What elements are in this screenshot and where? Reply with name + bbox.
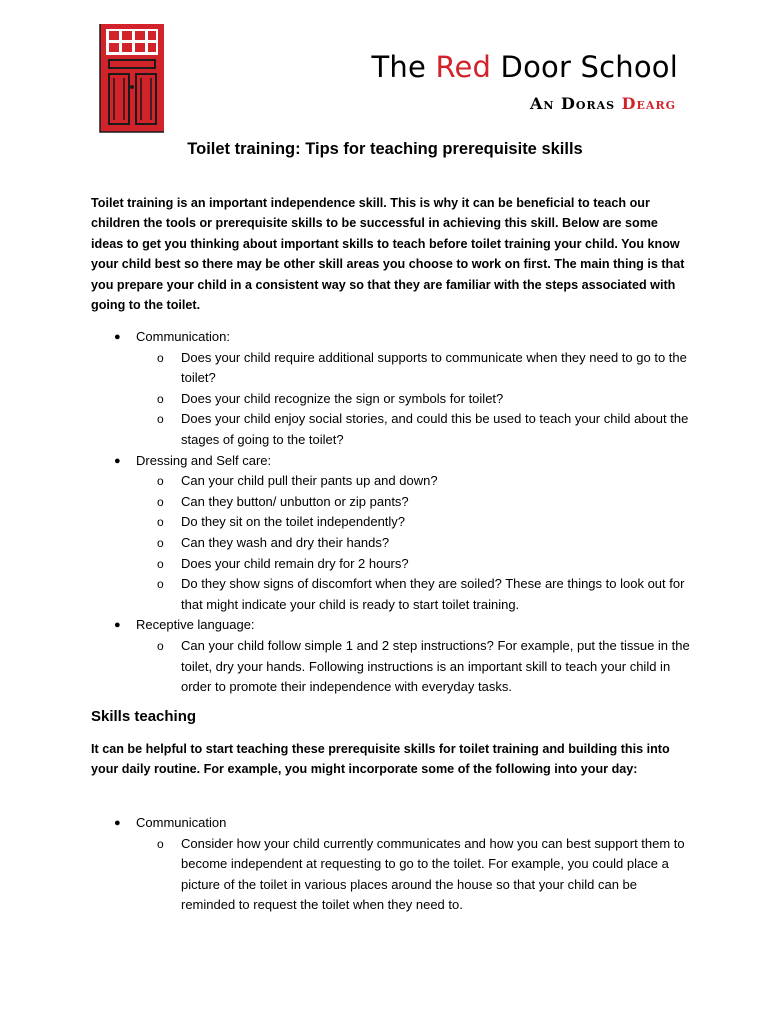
circle-bullet-icon: o bbox=[157, 556, 164, 571]
sub-list-item-text: Can your child follow simple 1 and 2 step instructions? For example, put the tissue in the toilet, dry your hands. Following instructions is an important skill to teach your child in order to promote their independence with everyday tasks. bbox=[181, 637, 690, 695]
sub-list-item bbox=[0, 389, 770, 410]
sub-list-item bbox=[0, 512, 770, 533]
school-name bbox=[371, 50, 678, 84]
list-item-label: Communication: bbox=[136, 329, 230, 344]
school-name-part: The bbox=[371, 50, 436, 84]
school-name-red-word: Red bbox=[435, 50, 492, 84]
list-item-label: Communication bbox=[136, 815, 227, 830]
school-name-part: Door School bbox=[491, 50, 678, 84]
circle-bullet-icon: o bbox=[157, 535, 164, 550]
circle-bullet-icon: o bbox=[157, 515, 164, 530]
document-title: Toilet training: Tips for teaching prerequisite skills bbox=[187, 140, 583, 158]
sub-list-item bbox=[0, 471, 770, 492]
circle-bullet-icon: o bbox=[157, 577, 164, 592]
list-item-label: Receptive language: bbox=[136, 617, 255, 633]
sub-list-item-text: Can they button/ unbutton or zip pants? bbox=[181, 493, 409, 509]
sub-list-item bbox=[0, 348, 770, 389]
sub-list-item-text: Do they show signs of discomfort when they are soiled? These are things to look out for that might indicate your child is ready to start toilet training. bbox=[181, 576, 685, 612]
list-item bbox=[0, 327, 770, 348]
sub-list-item bbox=[0, 492, 770, 513]
sub-list-item bbox=[0, 409, 770, 450]
circle-bullet-icon: o bbox=[157, 836, 164, 851]
teaching-list bbox=[0, 813, 770, 916]
sub-list-item bbox=[0, 834, 770, 916]
skills-list bbox=[0, 327, 770, 698]
irish-name-part: An Doras bbox=[529, 94, 622, 113]
sub-list-item bbox=[0, 554, 770, 575]
irish-school-name bbox=[530, 94, 676, 113]
sub-list-item bbox=[0, 574, 770, 615]
circle-bullet-icon: o bbox=[157, 494, 164, 509]
red-door-icon bbox=[96, 22, 168, 134]
bullet-icon: ● bbox=[114, 619, 121, 632]
bullet-icon: ● bbox=[114, 331, 121, 343]
circle-bullet-icon: o bbox=[157, 474, 164, 489]
section-paragraph: It can be helpful to start teaching these prerequisite skills for toilet training and building this into your daily routine. For example, you might incorporate some of the following into your day: bbox=[91, 742, 670, 777]
circle-bullet-icon: o bbox=[157, 350, 164, 365]
sub-list-item-text: Does your child recognize the sign or symbols for toilet? bbox=[181, 390, 504, 406]
circle-bullet-icon: o bbox=[157, 638, 164, 653]
bullet-icon: ● bbox=[114, 454, 121, 467]
sub-list-item-text: Can your child pull their pants up and down? bbox=[181, 473, 438, 489]
bullet-icon: ● bbox=[114, 817, 121, 829]
list-item bbox=[0, 615, 770, 636]
sub-list-item bbox=[0, 636, 770, 698]
section-heading: Skills teaching bbox=[91, 708, 197, 725]
list-item-label: Dressing and Self care: bbox=[136, 452, 272, 468]
sub-list-item-text: Consider how your child currently communicates and how you can best support them to become independent at requesting to go to the toilet. For example, you could place a picture of the toilet in various places around the house so that your child can be reminded to request the toilet when they need to. bbox=[181, 835, 685, 913]
sub-list-item-text: Can they wash and dry their hands? bbox=[181, 534, 390, 550]
circle-bullet-icon: o bbox=[157, 412, 164, 427]
sub-list-item-text: Does your child remain dry for 2 hours? bbox=[181, 555, 409, 571]
sub-list-item bbox=[0, 533, 770, 554]
sub-list-item-text: Do they sit on the toilet independently? bbox=[181, 514, 406, 530]
circle-bullet-icon: o bbox=[157, 391, 164, 406]
intro-paragraph: Toilet training is an important independence skill. This is why it can be beneficial to teach our children the tools or prerequisite skills to be successful in achieving this skill. Below are some ideas to get you thinking about important skills to teach before toilet training your child. You know your child best so there may be other skill areas you choose to work on first. The main thing is that you prepare your child in a consistent way so that they are familiar with the steps associated with going to the toilet. bbox=[91, 196, 685, 313]
list-item bbox=[0, 813, 770, 834]
sub-list-item-text: Does your child require additional supports to communicate when they need to go to the toilet? bbox=[181, 349, 687, 386]
irish-name-red-word: Dearg bbox=[621, 94, 676, 113]
list-item bbox=[0, 451, 770, 472]
sub-list-item-text: Does your child enjoy social stories, and could this be used to teach your child about the stages of going to the toilet? bbox=[181, 411, 689, 447]
